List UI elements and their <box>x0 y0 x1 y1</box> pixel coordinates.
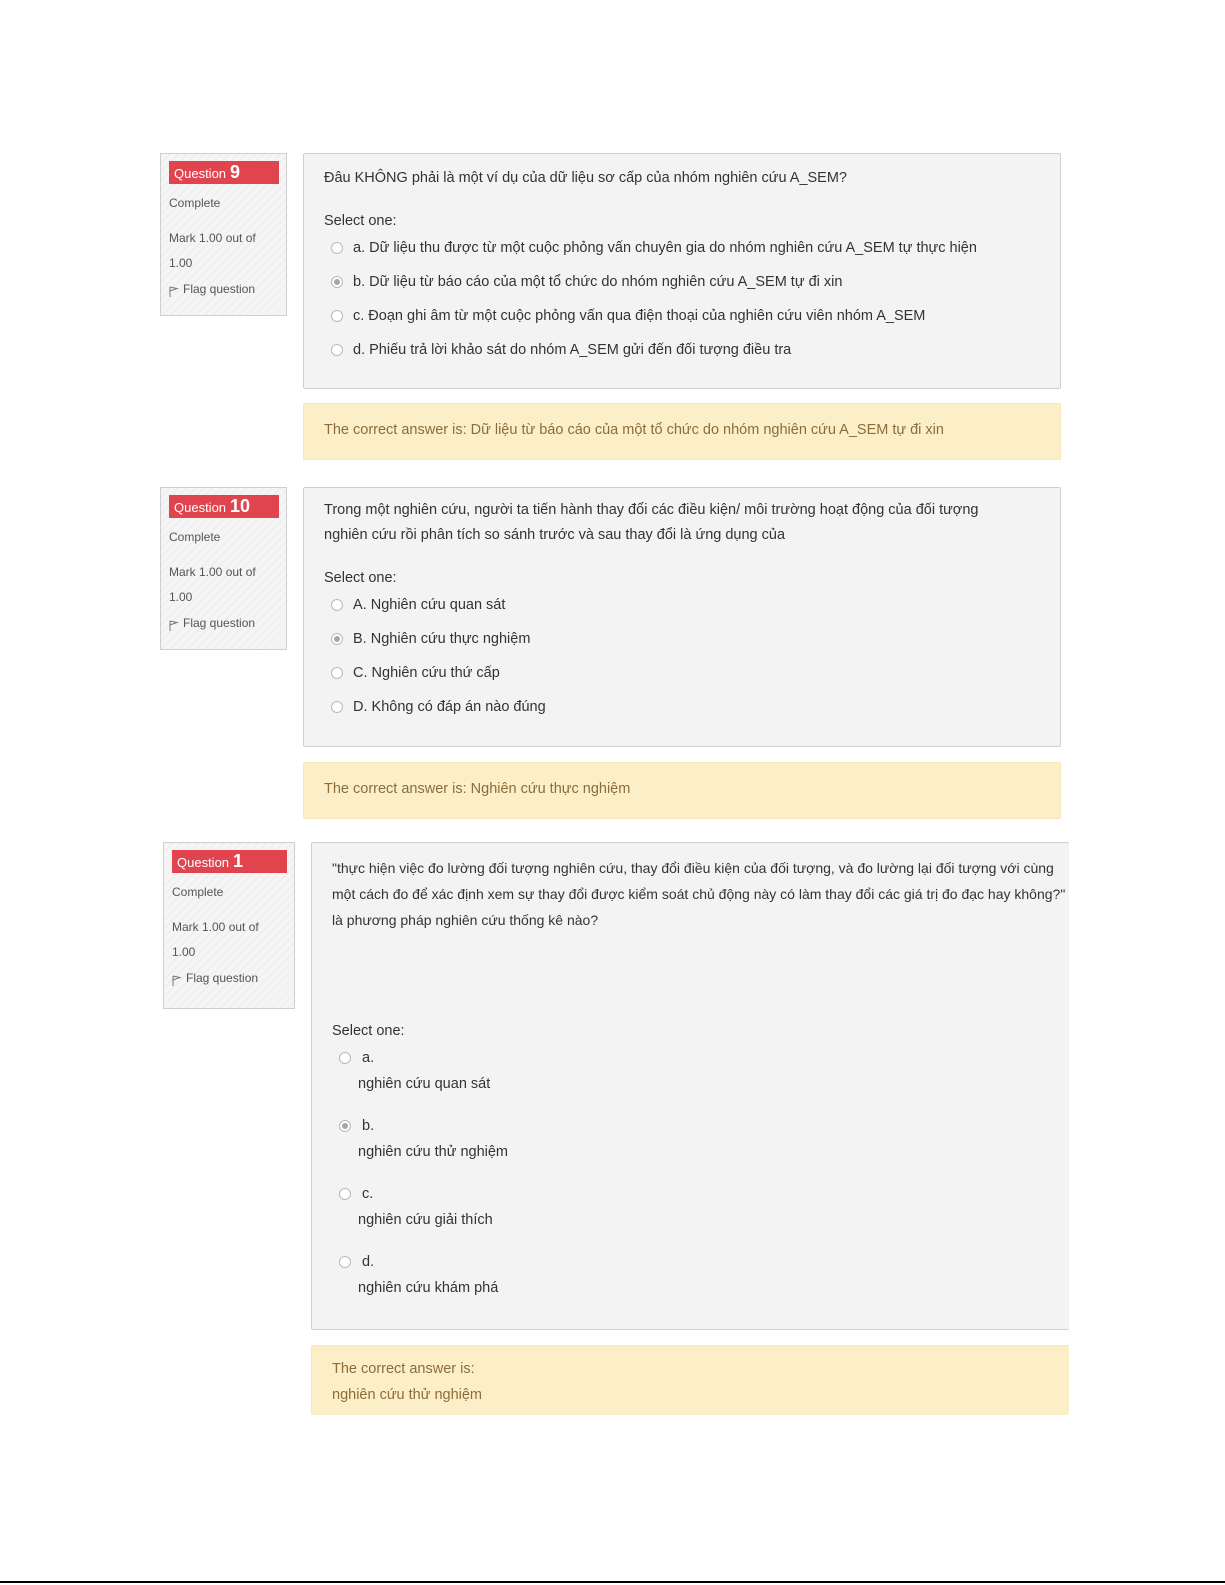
question-number: 10 <box>230 496 251 516</box>
correct-answer-text: The correct answer is: Nghiên cứu thực nghiệm <box>324 781 631 797</box>
answer-option-label: c. Đoạn ghi âm từ một cuộc phỏng vấn qua điện thoại của nghiên cứu viên nhóm A_SEM <box>353 308 926 324</box>
flag-question-link[interactable] <box>169 616 278 632</box>
correct-answer-feedback <box>311 1345 1069 1415</box>
radio-button-selected[interactable] <box>331 276 343 288</box>
answer-option-letter: c. <box>362 1186 374 1202</box>
select-one-prompt: Select one: <box>332 1023 405 1039</box>
answer-option[interactable] <box>324 301 1040 335</box>
radio-button-selected[interactable] <box>339 1120 351 1132</box>
correct-answer-feedback <box>303 403 1061 460</box>
question-number: 1 <box>233 851 244 871</box>
flag-question-label: Flag question <box>183 616 256 630</box>
question-number-badge <box>169 495 279 518</box>
answer-option-letter: a. <box>362 1050 375 1066</box>
answer-option-label: a. Dữ liệu thu được từ một cuộc phỏng vấn chuyên gia do nhóm nghiên cứu A_SEM tự thực hiện <box>353 240 977 256</box>
question-number-badge <box>172 850 287 873</box>
answer-option[interactable] <box>324 658 1040 692</box>
answer-option-label: A. Nghiên cứu quan sát <box>353 597 506 613</box>
question-label: Question <box>177 855 230 870</box>
radio-button[interactable] <box>339 1188 351 1200</box>
radio-button-selected[interactable] <box>331 633 343 645</box>
question-text: "thực hiện việc đo lường đối tượng nghiên cứu, thay đổi điều kiện của đối tượng, và đo lường lại đối tượng với cùng một cách đo để xác định xem sự thay đổi được kiểm soát chủ động này có làm thay đổi các giá trị đo đạc hay không?" là phương pháp nghiên cứu thống kê nào? <box>332 860 1066 928</box>
question-text: Đâu KHÔNG phải là một ví dụ của dữ liệu sơ cấp của nhóm nghiên cứu A_SEM? <box>324 170 847 186</box>
answer-option-label: C. Nghiên cứu thứ cấp <box>353 665 500 681</box>
question-grade: Mark 1.00 out of 1.00 <box>169 231 256 270</box>
question-state: Complete <box>172 885 224 899</box>
question-text: Trong một nghiên cứu, người ta tiến hành thay đổi các điều kiện/ môi trường hoạt động của đối tượng nghiên cứu rồi phân tích so sánh trước và sau thay đổi là ứng dụng của <box>324 502 979 543</box>
question-info-panel <box>160 487 287 650</box>
question-grade: Mark 1.00 out of 1.00 <box>172 920 259 959</box>
answer-option[interactable] <box>332 1113 1049 1181</box>
flag-question-link[interactable] <box>169 282 278 298</box>
answer-option[interactable] <box>332 1181 1049 1249</box>
radio-button[interactable] <box>331 599 343 611</box>
question-label: Question <box>174 500 227 515</box>
radio-button[interactable] <box>331 701 343 713</box>
answer-option[interactable] <box>324 233 1040 267</box>
answer-option-label: nghiên cứu khám phá <box>358 1280 499 1296</box>
flag-question-link[interactable] <box>172 971 286 987</box>
flag-icon <box>172 975 182 987</box>
question-formulation <box>303 153 1061 389</box>
question-label: Question <box>174 166 227 181</box>
select-one-prompt: Select one: <box>324 213 397 229</box>
select-one-prompt: Select one: <box>324 570 397 586</box>
answer-option[interactable] <box>324 267 1040 301</box>
question-state: Complete <box>169 530 221 544</box>
radio-button[interactable] <box>339 1256 351 1268</box>
correct-answer-text: nghiên cứu thử nghiệm <box>332 1387 483 1403</box>
answer-option[interactable] <box>324 692 1040 726</box>
correct-answer-feedback <box>303 762 1061 819</box>
answer-option-letter: d. <box>362 1254 375 1270</box>
correct-answer-label: The correct answer is: <box>332 1361 475 1377</box>
answer-option[interactable] <box>324 624 1040 658</box>
answer-option-label: nghiên cứu quan sát <box>358 1076 491 1092</box>
radio-button[interactable] <box>331 344 343 356</box>
answer-options <box>324 233 1040 369</box>
answer-option[interactable] <box>332 1045 1049 1113</box>
answer-option-label: b. Dữ liệu từ báo cáo của một tổ chức do nhóm nghiên cứu A_SEM tự đi xin <box>353 274 843 290</box>
flag-icon <box>169 286 179 298</box>
question-state: Complete <box>169 196 221 210</box>
radio-button[interactable] <box>331 667 343 679</box>
question-info-panel <box>163 842 295 1009</box>
answer-options <box>324 590 1040 726</box>
answer-option-label: B. Nghiên cứu thực nghiệm <box>353 631 531 647</box>
answer-option[interactable] <box>324 590 1040 624</box>
page-bottom-rule <box>0 1581 1225 1583</box>
flag-question-label: Flag question <box>186 971 259 985</box>
question-formulation <box>303 487 1061 747</box>
answer-option[interactable] <box>332 1249 1049 1317</box>
question-number-badge <box>169 161 279 184</box>
answer-option-label: D. Không có đáp án nào đúng <box>353 699 546 715</box>
answer-options <box>332 1045 1049 1317</box>
correct-answer-text: The correct answer is: Dữ liệu từ báo cáo của một tổ chức do nhóm nghiên cứu A_SEM tự đi xin <box>324 422 944 438</box>
question-info-panel <box>160 153 287 316</box>
flag-icon <box>169 620 179 632</box>
question-grade: Mark 1.00 out of 1.00 <box>169 565 256 604</box>
answer-option-letter: b. <box>362 1118 375 1134</box>
radio-button[interactable] <box>331 242 343 254</box>
radio-button[interactable] <box>339 1052 351 1064</box>
question-number: 9 <box>230 162 241 182</box>
question-formulation <box>311 842 1069 1330</box>
answer-option-label: nghiên cứu thử nghiệm <box>358 1144 509 1160</box>
answer-option[interactable] <box>324 335 1040 369</box>
flag-question-label: Flag question <box>183 282 256 296</box>
radio-button[interactable] <box>331 310 343 322</box>
answer-option-label: d. Phiếu trả lời khảo sát do nhóm A_SEM gửi đến đối tượng điều tra <box>353 342 792 358</box>
answer-option-label: nghiên cứu giải thích <box>358 1212 493 1228</box>
